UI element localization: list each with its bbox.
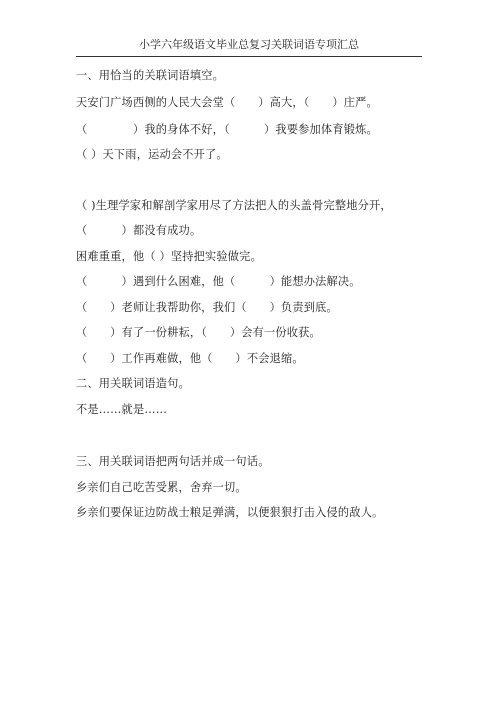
exercise-line-9: （ ）工作再难做，他（ ）不会退缩。 <box>76 352 304 365</box>
sentence-pattern: 不是……就是…… <box>76 403 168 416</box>
combine-sentence-2: 乡亲们要保证边防战士粮足弹满，以便狠狠打击入侵的敌人。 <box>76 506 384 519</box>
exercise-line-2: （ ）我的身体不好，（ ）我要参加体育锻炼。 <box>76 123 378 136</box>
exercise-line-7: （ ）老师让我帮助你，我们（ ）负责到底。 <box>76 301 338 314</box>
combine-sentence-1: 乡亲们自己吃苦受累，舍弃一切。 <box>76 481 247 494</box>
exercise-line-8: （ ）有了一份耕耘，（ ）会有一份收获。 <box>76 326 321 339</box>
exercise-line-3: （ ）天下雨，运动会不开了。 <box>76 148 228 161</box>
exercise-line-4: （ )生理学家和解剖学家用尽了方法把人的头盖骨完整地分开， <box>76 199 392 212</box>
section-1-heading: 一、用恰当的关联词语填空。 <box>76 69 225 82</box>
page-header-title: 小学六年级语文毕业总复习关联词语专项汇总 <box>76 36 422 57</box>
exercise-line-4-cont: （ ）都没有成功。 <box>76 224 202 237</box>
exercise-line-6: （ ）遇到什么困难，他（ ）能想办法解决。 <box>76 275 361 288</box>
exercise-line-5: 困难重重，他（ ）坚持把实验做完。 <box>76 250 262 263</box>
exercise-line-1: 天安门广场西侧的人民大会堂（ ）高大，（ ）庄严。 <box>76 96 378 109</box>
section-2-heading: 二、用关联词语造句。 <box>76 377 190 390</box>
section-3-heading: 三、用关联词语把两句话并成一句话。 <box>76 455 270 468</box>
